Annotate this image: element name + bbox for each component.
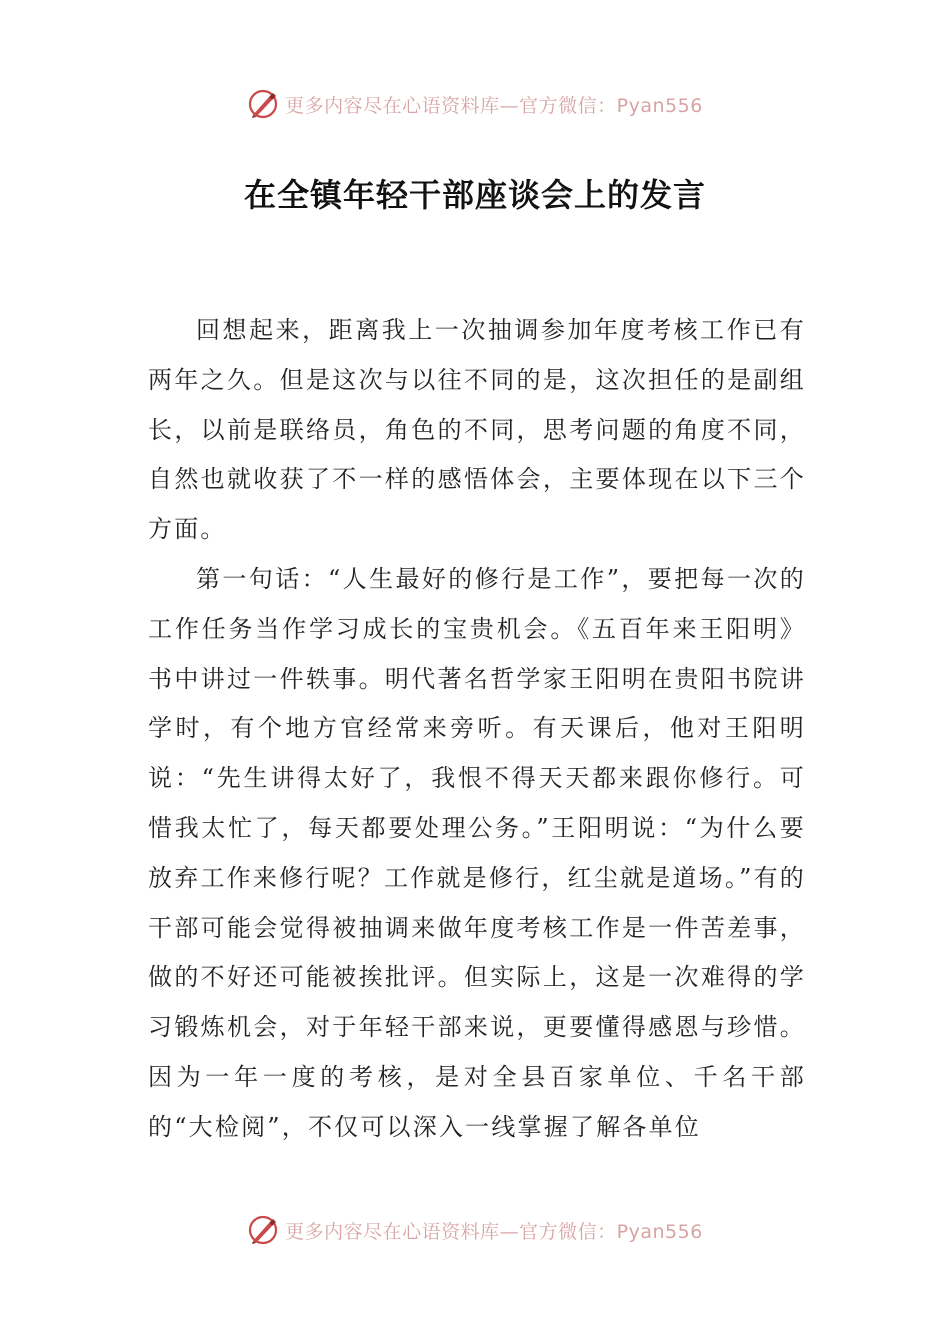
watermark-text: 更多内容尽在心语资料库—官方微信：Pyan556 [285,94,703,117]
watermark-header [0,84,950,124]
document-title: 在全镇年轻干部座谈会上的发言 [243,176,706,214]
paragraph-first-point: 第一句话：“人生最好的修行是工作”，要把每一次的工作任务当作学习成长的宝贵机会。《五百年来王阳明》书中讲过一件轶事。明代著名哲学家王阳明在贵阳书院讲学时，有个地方官经常来旁听。有天课后，他对王阳明说：“先生讲得太好了，我恨不得天天都来跟你修行。可惜我太忙了，每天都要处理公务。”王阳明说：“为什么要放弃工作来修行呢？工作就是修行，红尘就是道场。”有的干部可能会觉得被抽调来做年度考核工作是一件苦差事，做的不好还可能被挨批评。但实际上，这是一次难得的学习锻炼机会，对于年轻干部来说，更要懂得感恩与珍惜。因为一年一度的考核，是对全县百家单位、千名干部的“大检阅”，不仅可以深入一线掌握了解各单位 [148,564,806,1141]
watermark-footer [0,1210,950,1250]
paragraph-intro: 回想起来，距离我上一次抽调参加年度考核工作已有两年之久。但是这次与以往不同的是，这次担任的是副组长，以前是联络员，角色的不同，思考问题的角度不同，自然也就收获了不一样的感悟体会，主要体现在以下三个方面。 [148,316,806,544]
pen-logo-icon [247,88,279,120]
pen-logo-icon [247,1214,279,1246]
document-body [148,306,806,1153]
watermark-text: 更多内容尽在心语资料库—官方微信：Pyan556 [285,1220,703,1243]
